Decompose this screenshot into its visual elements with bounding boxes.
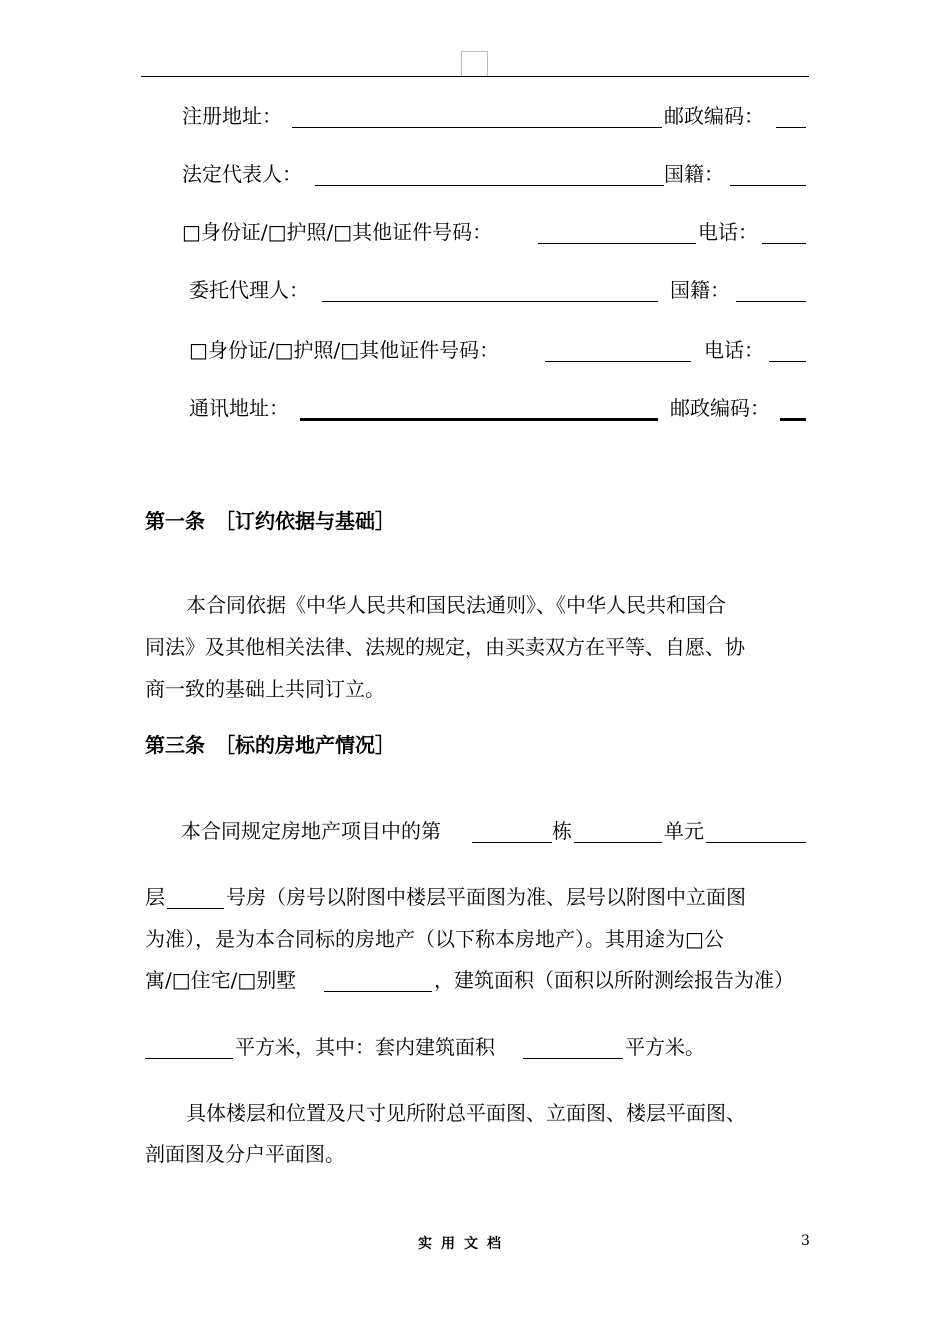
mail-address-label: 通讯地址： [189,396,289,420]
reg-address-blank[interactable] [292,127,662,128]
inner-area-unit: 平方米。 [625,1035,705,1059]
room-text: 号房（房号以附图中楼层平面图为准、层号以附图中立面图 [226,885,746,909]
legal-rep-blank[interactable] [315,185,664,186]
legal-rep-label: 法定代表人： [182,162,302,186]
postal-code-2-label: 邮政编码： [670,396,770,420]
id-number-1-blank[interactable] [538,243,696,244]
usage-blank[interactable] [324,991,432,992]
phone-2-blank[interactable] [769,361,806,362]
postal-code-2-blank[interactable] [780,418,806,421]
postal-code-1-label: 邮政编码： [664,104,764,128]
footer-label: 实用文档 [418,1236,510,1252]
article-3-heading: 第三条 ［标的房地产情况］ [145,733,395,757]
nationality-1-blank[interactable] [730,185,806,186]
id-number-2-blank[interactable] [545,361,691,362]
inner-area-blank[interactable] [523,1058,623,1059]
phone-1-blank[interactable] [762,243,806,244]
nationality-2-blank[interactable] [736,301,806,302]
postal-code-1-blank[interactable] [776,127,806,128]
article-1-line: 商一致的基础上共同订立。 [145,677,385,701]
building-number-blank[interactable] [472,842,552,843]
id-line-2-label: □身份证/□护照/□其他证件号码： [189,338,500,362]
floor-label: 层 [145,885,165,909]
article-1-line: 同法》及其他相关法律、法规的规定，由买卖双方在平等、自愿、协 [145,635,745,659]
phone-2-label: 电话： [704,338,764,362]
mail-address-blank[interactable] [300,418,658,421]
nationality-2-label: 国籍： [670,278,730,302]
agent-blank[interactable] [322,301,658,302]
building-area-blank[interactable] [145,1058,233,1059]
floor-number-blank[interactable] [167,908,224,909]
article-3-line3: 为准），是为本合同标的房地产（以下称本房地产）。其用途为□公 [145,927,724,951]
header-rule [141,76,809,77]
unit-extra-blank[interactable] [706,842,806,843]
page-number: 3 [801,1233,810,1249]
article-3-line1-text: 本合同规定房地产项目中的第 [181,819,441,843]
building-label: 栋 [552,819,572,843]
article-1-heading: 第一条 ［订约依据与基础］ [145,509,395,533]
area-text: ，建筑面积（面积以所附测绘报告为准） [434,968,794,992]
nationality-1-label: 国籍： [664,162,724,186]
article-3-para2-line: 具体楼层和位置及尺寸见所附总平面图、立面图、楼层平面图、 [186,1101,746,1125]
unit-number-blank[interactable] [574,842,662,843]
agent-label: 委托代理人： [189,278,309,302]
unit-label: 单元 [664,819,704,843]
reg-address-label: 注册地址： [182,104,282,128]
area-unit-text: 平方米，其中：套内建筑面积 [235,1035,495,1059]
article-1-line: 本合同依据《中华人民共和国民法通则》、《中华人民共和国合 [186,593,726,617]
id-line-1-label: □身份证/□护照/□其他证件号码： [182,220,493,244]
article-3-para2-line: 剖面图及分户平面图。 [145,1142,345,1166]
phone-1-label: 电话： [698,220,758,244]
header-tab [461,51,488,76]
usage-options: 寓/□住宅/□别墅 [145,968,297,992]
